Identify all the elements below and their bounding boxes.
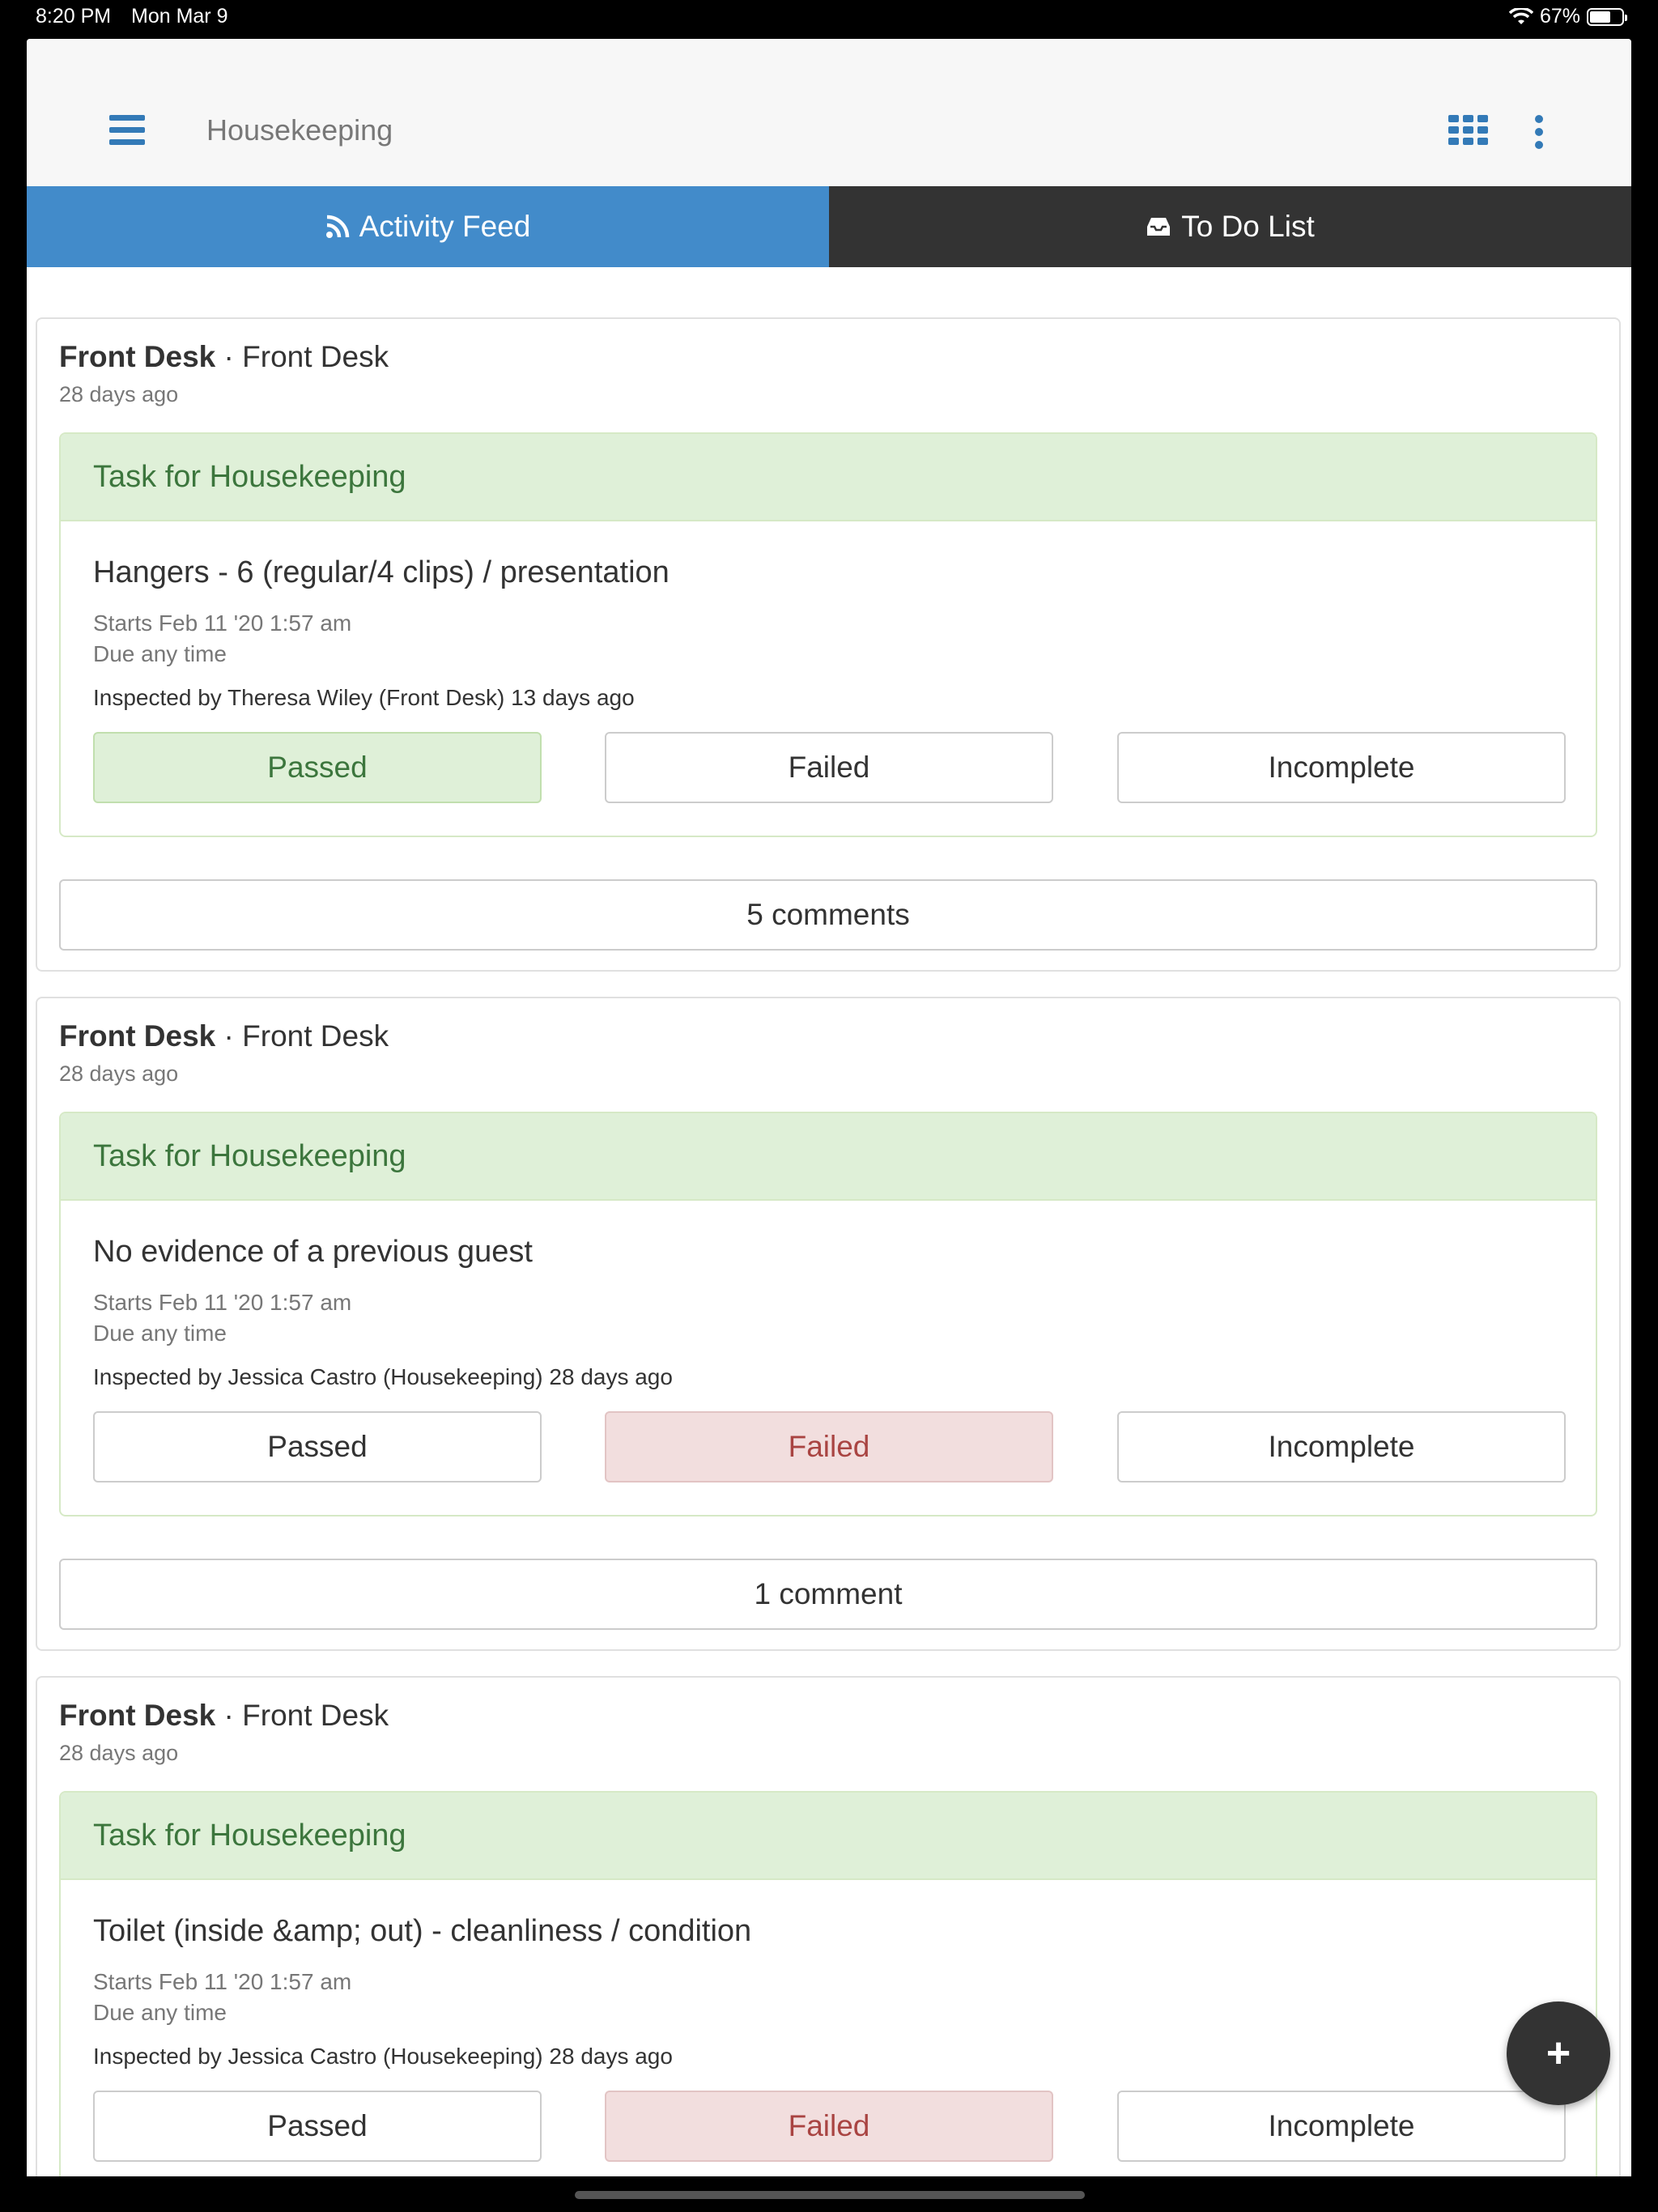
post-timestamp: 28 days ago xyxy=(59,1741,179,1765)
post-separator: · xyxy=(223,1699,234,1732)
passed-button[interactable]: Passed xyxy=(93,732,542,803)
more-options-icon[interactable] xyxy=(1534,115,1544,149)
tab-bar xyxy=(27,186,1631,267)
task-card xyxy=(59,1791,1597,2176)
task-header: Task for Housekeeping xyxy=(61,1113,1596,1201)
post-header xyxy=(59,1019,389,1053)
passed-button[interactable]: Passed xyxy=(93,2091,542,2162)
wifi-icon xyxy=(1509,8,1533,26)
post-timestamp: 28 days ago xyxy=(59,382,179,406)
status-date: Mon Mar 9 xyxy=(131,5,228,28)
status-bar xyxy=(0,0,1658,39)
home-indicator[interactable] xyxy=(575,2191,1085,2199)
task-due: Due any time xyxy=(93,641,227,666)
incomplete-button[interactable]: Incomplete xyxy=(1117,1411,1566,1482)
failed-button[interactable]: Failed xyxy=(605,2091,1053,2162)
post-separator: · xyxy=(223,1019,234,1053)
top-navbar xyxy=(27,39,1631,187)
add-button[interactable]: + xyxy=(1507,2001,1610,2105)
task-title: Toilet (inside &amp; out) - cleanliness / condition xyxy=(93,1914,752,1948)
apps-grid-icon[interactable] xyxy=(1448,115,1489,146)
task-header: Task for Housekeeping xyxy=(61,1793,1596,1880)
status-time: 8:20 PM xyxy=(36,5,112,28)
task-title: No evidence of a previous guest xyxy=(93,1235,533,1269)
post-header xyxy=(59,340,389,374)
inbox-icon xyxy=(1146,215,1171,238)
task-card xyxy=(59,1112,1597,1516)
tab-activity-feed[interactable] xyxy=(27,186,829,267)
task-due: Due any time xyxy=(93,1321,227,1346)
comments-button[interactable]: 5 comments xyxy=(59,879,1597,951)
post-separator: · xyxy=(223,340,234,373)
app-screen xyxy=(27,39,1631,2176)
task-inspected-by: Inspected by Theresa Wiley (Front Desk) 13 days ago xyxy=(93,685,635,710)
tab-to-do-list[interactable] xyxy=(829,186,1631,267)
post-timestamp: 28 days ago xyxy=(59,1061,179,1086)
task-start-date: Starts Feb 11 '20 1:57 am xyxy=(93,1969,352,1994)
post-department: Front Desk xyxy=(242,1019,389,1053)
rss-icon xyxy=(325,215,350,239)
status-right xyxy=(1509,5,1624,28)
feed-post xyxy=(36,1676,1621,2176)
task-inspected-by: Inspected by Jessica Castro (Housekeeping) 28 days ago xyxy=(93,1364,673,1389)
incomplete-button[interactable]: Incomplete xyxy=(1117,2091,1566,2162)
task-card xyxy=(59,432,1597,837)
failed-button[interactable]: Failed xyxy=(605,732,1053,803)
battery-fill xyxy=(1590,11,1610,23)
feed-post xyxy=(36,317,1621,972)
task-start-date: Starts Feb 11 '20 1:57 am xyxy=(93,610,352,636)
comments-button[interactable]: 1 comment xyxy=(59,1559,1597,1630)
failed-button[interactable]: Failed xyxy=(605,1411,1053,1482)
post-author: Front Desk xyxy=(59,1019,216,1053)
task-start-date: Starts Feb 11 '20 1:57 am xyxy=(93,1290,352,1315)
task-inspected-by: Inspected by Jessica Castro (Housekeeping) 28 days ago xyxy=(93,2044,673,2069)
task-title: Hangers - 6 (regular/4 clips) / presentation xyxy=(93,555,670,589)
post-header xyxy=(59,1699,389,1733)
post-department: Front Desk xyxy=(242,1699,389,1732)
battery-icon xyxy=(1587,8,1624,26)
tab-activity-feed-label: Activity Feed xyxy=(359,210,531,243)
menu-icon[interactable] xyxy=(109,115,145,146)
battery-percent: 67% xyxy=(1539,5,1580,28)
task-header: Task for Housekeeping xyxy=(61,434,1596,521)
feed-post xyxy=(36,997,1621,1651)
post-author: Front Desk xyxy=(59,1699,216,1732)
incomplete-button[interactable]: Incomplete xyxy=(1117,732,1566,803)
page-title: Housekeeping xyxy=(206,113,393,147)
passed-button[interactable]: Passed xyxy=(93,1411,542,1482)
task-due: Due any time xyxy=(93,2000,227,2025)
tab-to-do-list-label: To Do List xyxy=(1181,210,1315,243)
post-department: Front Desk xyxy=(242,340,389,373)
post-author: Front Desk xyxy=(59,340,216,373)
